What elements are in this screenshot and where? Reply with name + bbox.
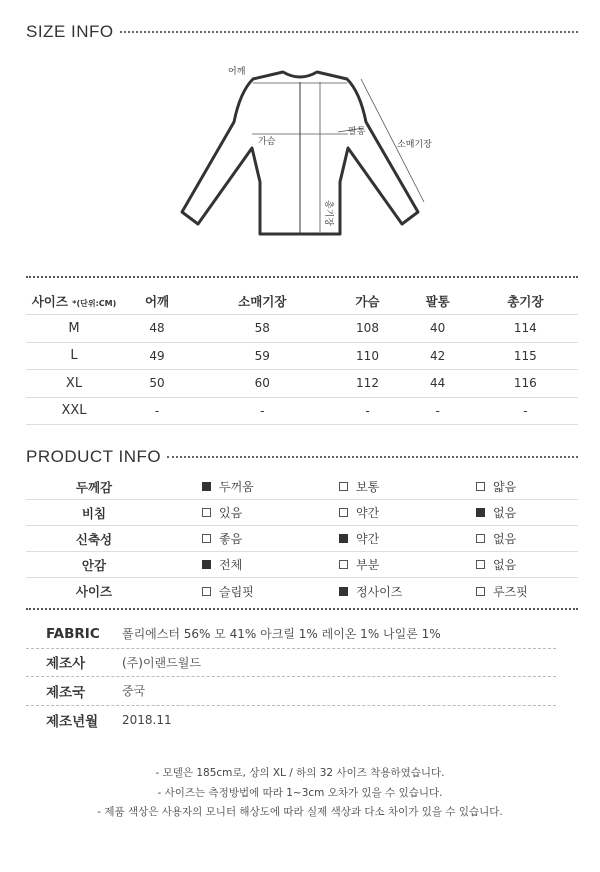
table-cell: 58 xyxy=(192,315,332,343)
table-cell: - xyxy=(403,397,473,425)
detail-key: FABRIC xyxy=(46,625,100,642)
product-info-grid xyxy=(26,474,578,604)
table-cell: - xyxy=(122,397,192,425)
table-cell: - xyxy=(332,397,402,425)
table-row xyxy=(26,370,578,398)
table-cell: 115 xyxy=(473,342,578,370)
option-label: 얇음 xyxy=(493,480,517,494)
size-label: M xyxy=(26,315,122,343)
diagram-label-sleeve-width: 팔통 xyxy=(348,127,366,137)
size-info-title xyxy=(26,22,578,42)
diagram-label-sleeve-length: 소매기장 xyxy=(397,140,432,150)
option xyxy=(202,530,242,547)
table-cell: 40 xyxy=(403,315,473,343)
table-row xyxy=(26,342,578,370)
size-label: XXL xyxy=(26,397,122,425)
diagram-label-chest: 가슴 xyxy=(258,137,276,147)
checkbox-checked xyxy=(339,587,348,596)
diagram-label-shoulder: 어깨 xyxy=(228,67,246,77)
detail-row-manufacturer xyxy=(26,649,556,678)
option-label: 루즈핏 xyxy=(493,584,528,599)
option xyxy=(476,530,516,547)
option xyxy=(476,556,516,573)
column-header: 팔통 xyxy=(403,287,473,315)
product-row-label: 안감 xyxy=(81,557,107,573)
checkbox-unchecked xyxy=(476,587,485,596)
size-table-header xyxy=(26,287,578,315)
checkbox-checked xyxy=(202,560,211,569)
title-divider xyxy=(120,31,578,33)
detail-value: (주)이랜드월드 xyxy=(122,655,201,670)
checkbox-unchecked xyxy=(339,560,348,569)
size-label: L xyxy=(26,342,122,370)
option-label: 부분 xyxy=(356,558,380,572)
detail-row-country xyxy=(26,677,556,706)
checkbox-checked xyxy=(476,508,485,517)
option xyxy=(476,583,528,600)
note-line: - 사이즈는 측정방법에 따라 1~3cm 오차가 있을 수 있습니다. xyxy=(157,786,443,799)
table-cell: 116 xyxy=(473,370,578,398)
product-row-sheerness xyxy=(26,500,578,526)
size-info-heading: SIZE INFO xyxy=(26,22,114,41)
note-line: - 제품 색상은 사용자의 모니터 해상도에 따라 실제 색상과 다소 차이가 있을 수 있습니다. xyxy=(97,806,503,818)
table-cell: 50 xyxy=(122,370,192,398)
checkbox-checked xyxy=(339,534,348,543)
column-header: 어깨 xyxy=(122,287,192,315)
option-label: 약간 xyxy=(356,532,380,546)
section-divider xyxy=(26,608,578,610)
detail-key: 제조국 xyxy=(46,684,86,701)
option xyxy=(202,504,242,521)
column-header: 소매기장 xyxy=(192,287,332,315)
option xyxy=(202,556,242,573)
option xyxy=(339,478,379,495)
option-label: 없음 xyxy=(493,532,517,546)
detail-value: 폴리에스터 56% 모 41% 아크릴 1% 레이온 1% 나일론 1% xyxy=(122,627,441,642)
column-header: 총기장 xyxy=(473,287,578,315)
detail-value: 중국 xyxy=(122,684,146,699)
product-row-thickness xyxy=(26,474,578,500)
table-cell: 60 xyxy=(192,370,332,398)
table-cell: 108 xyxy=(332,315,402,343)
product-row-fit xyxy=(26,578,578,604)
option-label: 좋음 xyxy=(219,532,243,546)
product-row-lining xyxy=(26,552,578,578)
option-label: 두꺼움 xyxy=(219,480,254,494)
detail-value: 2018.11 xyxy=(122,712,172,727)
product-row-stretch xyxy=(26,526,578,552)
option-label: 보통 xyxy=(356,480,380,494)
table-cell: 49 xyxy=(122,342,192,370)
table-cell: 48 xyxy=(122,315,192,343)
table-cell: 44 xyxy=(403,370,473,398)
table-cell: - xyxy=(473,397,578,425)
option-label: 있음 xyxy=(219,506,243,520)
section-divider xyxy=(26,276,578,278)
table-cell: 112 xyxy=(332,370,402,398)
option xyxy=(202,478,254,495)
option-label: 슬림핏 xyxy=(219,584,254,599)
title-divider xyxy=(167,456,578,458)
checkbox-unchecked xyxy=(202,508,211,517)
option xyxy=(339,583,402,600)
size-label: XL xyxy=(26,370,122,398)
notes xyxy=(0,764,600,823)
option xyxy=(476,504,516,521)
checkbox-checked xyxy=(202,482,211,491)
column-header: 가슴 xyxy=(332,287,402,315)
option xyxy=(339,504,379,521)
product-row-label: 사이즈 xyxy=(75,584,113,599)
detail-key: 제조사 xyxy=(46,656,86,673)
detail-row-fabric xyxy=(26,620,556,649)
checkbox-unchecked xyxy=(339,508,348,517)
table-cell: 59 xyxy=(192,342,332,370)
checkbox-unchecked xyxy=(339,482,348,491)
diagram-label-total-length: 총기장 xyxy=(323,200,333,227)
checkbox-unchecked xyxy=(476,534,485,543)
option-label: 없음 xyxy=(493,558,517,572)
size-header-label: 사이즈 xyxy=(31,293,68,309)
checkbox-unchecked xyxy=(202,534,211,543)
option xyxy=(339,556,379,573)
size-column-header xyxy=(26,287,122,315)
checkbox-unchecked xyxy=(202,587,211,596)
checkbox-unchecked xyxy=(476,560,485,569)
product-info-heading: PRODUCT INFO xyxy=(26,447,162,466)
option-label: 약간 xyxy=(356,506,380,520)
option xyxy=(202,583,254,600)
option-label: 전체 xyxy=(219,558,243,572)
table-cell: 114 xyxy=(473,315,578,343)
unit-label: *(단위:CM) xyxy=(72,298,117,308)
detail-row-date xyxy=(26,706,556,735)
product-row-label: 비침 xyxy=(81,505,107,521)
table-row xyxy=(26,315,578,343)
note-line: - 모델은 185cm로, 상의 XL / 하의 32 사이즈 착용하였습니다. xyxy=(155,767,445,779)
detail-key: 제조년월 xyxy=(46,713,99,730)
product-row-label: 신축성 xyxy=(75,531,113,547)
table-cell: - xyxy=(192,397,332,425)
checkbox-unchecked xyxy=(476,482,485,491)
table-cell: 42 xyxy=(403,342,473,370)
product-details xyxy=(26,620,556,734)
product-info-title xyxy=(26,447,578,467)
jacket-measurement-diagram xyxy=(150,52,450,252)
option-label: 없음 xyxy=(493,506,517,520)
product-row-label: 두께감 xyxy=(75,479,113,495)
size-table xyxy=(26,287,578,425)
table-row xyxy=(26,397,578,425)
option xyxy=(339,530,379,547)
option-label: 정사이즈 xyxy=(356,584,403,599)
table-cell: 110 xyxy=(332,342,402,370)
option xyxy=(476,478,516,495)
